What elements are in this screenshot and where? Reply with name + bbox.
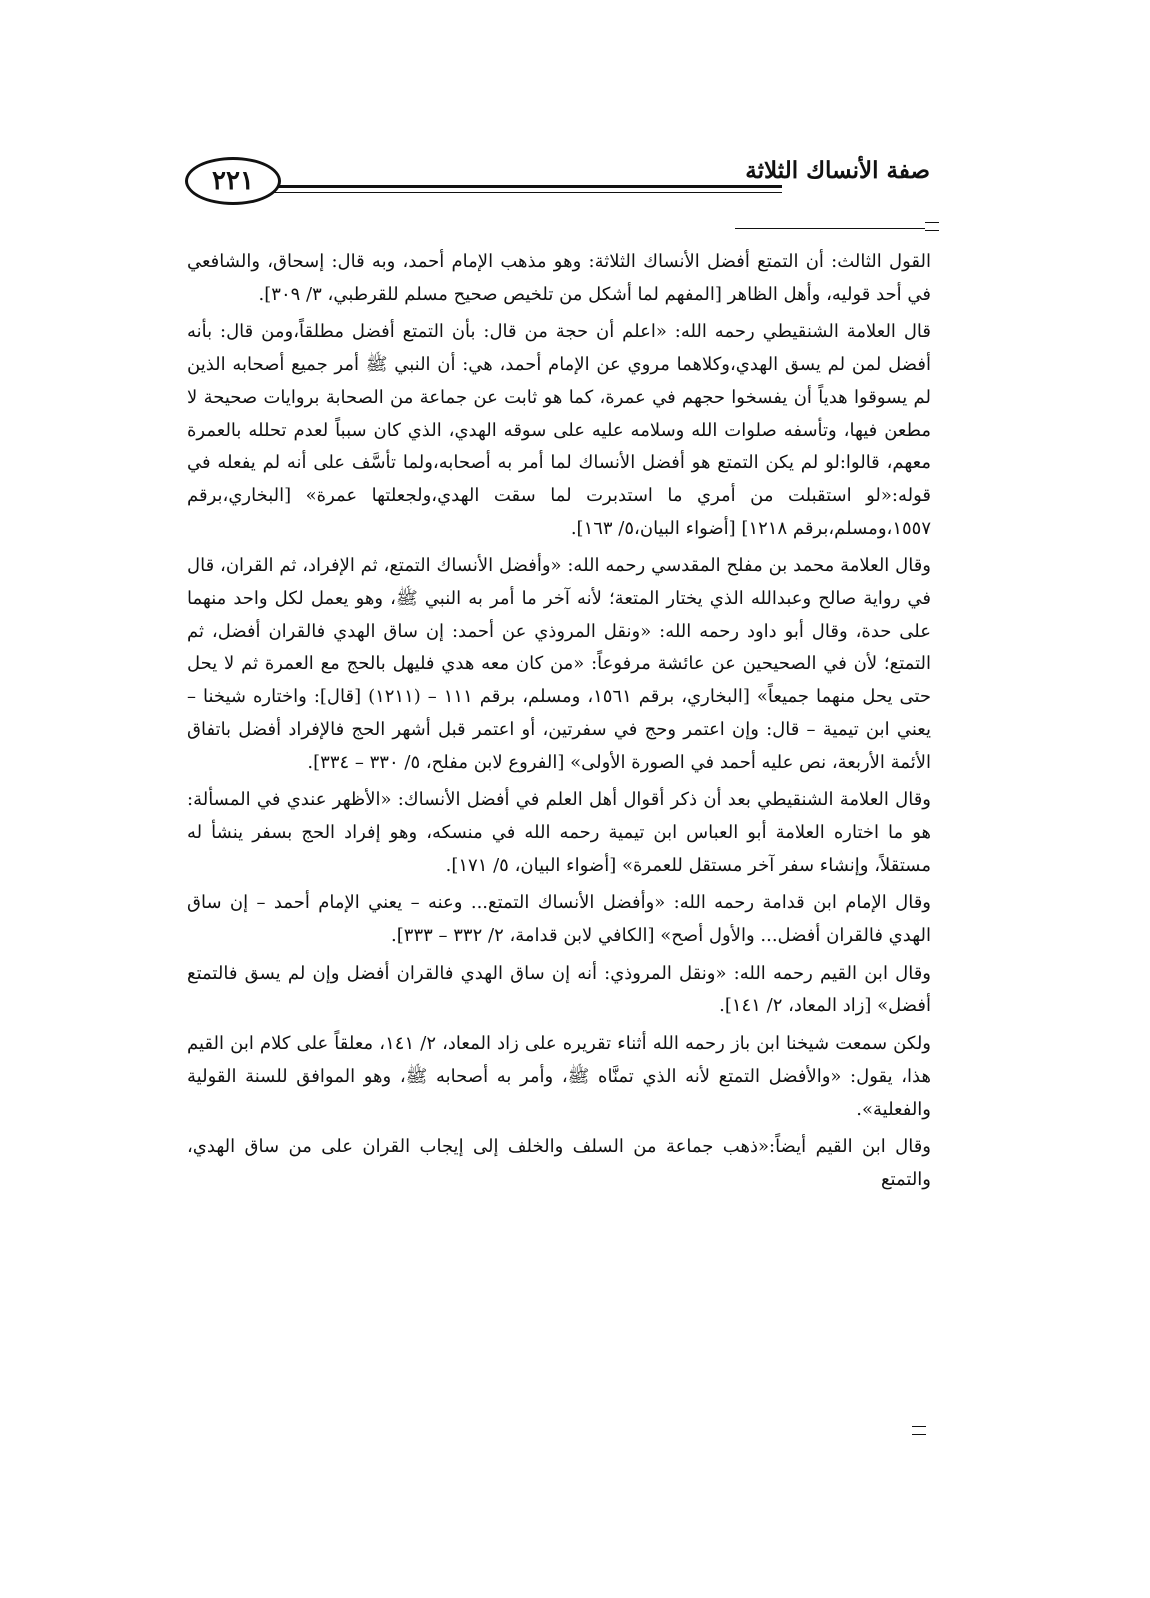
paragraph-ibn-qudamah-quote: وقال الإمام ابن قدامة رحمه الله: «وأفضل الأنساك التمتع... وعنه – يعني الإمام أحمد – إن ساق الهدي فالقران أفضل... والأول أصح» [الكافي لابن قدامة، ٢/ ٣٣٢ – ٣٣٣].: [187, 892, 931, 947]
running-title: صفة الأنساك الثلاثة: [745, 157, 930, 184]
continuation-mark-top: [925, 222, 939, 231]
paragraph-shinqiti-quote: قال العلامة الشنقيطي رحمه الله: «اعلم أن حجة من قال: بأن التمتع أفضل مطلقاً،ومن قال: بأنه أفضل لمن لم يسق الهدي،وكلاهما مروي عن الإمام أحمد، هي: أن النبي ﷺ أمر جميع أصحابه الذين لم يسوقوا هدياً أن يفسخوا حجهم في عمرة، كما هو ثابت عن جماعة من الصحابة بروايات صحيحة لا مطعن فيها، وتأسفه صلوات الله وسلامه عليه على سوقه الهدي، الذي كان سبباً لعدم تحلله بالعمرة معهم، قالوا:لو لم يكن التمتع هو أفضل الأنساك لما أمر به أصحابه،ولما تأسَّف على أنه لم يفعله في قوله:«لو استقبلت من أمري ما استدبرت لما سقت الهدي،ولجعلتها عمرة» [البخاري،برقم ١٥٥٧،ومسلم،برقم ١٢١٨] [أضواء البيان،٥/ ١٦٣].: [187, 321, 931, 539]
header-rule-thick: [247, 185, 782, 188]
paragraph-ibn-qayyim-quote: وقال ابن القيم رحمه الله: «ونقل المروذي: أنه إن ساق الهدي فالقران أفضل وإن لم يسق فالتمتع أفضل» [زاد المعاد، ٢/ ١٤١].: [187, 962, 931, 1017]
continuation-mark-bottom: [912, 1426, 926, 1435]
paragraph-ibn-qayyim-continued: وقال ابن القيم أيضاً:«ذهب جماعة من السلف والخلف إلى إيجاب القران على من ساق الهدي، والتمتع: [187, 1136, 931, 1190]
page-header: [185, 155, 930, 225]
paragraph-shinqiti-preference: وقال العلامة الشنقيطي بعد أن ذكر أقوال أهل العلم في أفضل الأنساك: «الأظهر عندي في المسألة: هو ما اختاره العلامة أبو العباس ابن تيمية رحمه الله في منسكه، وهو إفراد الحج بسفر ينشأ له مستقلاً، وإنشاء سفر آخر مستقل للعمرة» [أضواء البيان، ٥/ ١٧١].: [187, 789, 931, 876]
continuation-separator: [735, 228, 925, 229]
paragraph-ibn-muflih-quote: وقال العلامة محمد بن مفلح المقدسي رحمه الله: «وأفضل الأنساك التمتع، ثم الإفراد، ثم القران، قال في رواية صالح وعبدالله الذي يختار المتعة؛ لأنه آخر ما أمر به النبي ﷺ، وهو يعمل لكل واحد منهما على حدة، وقال أبو داود رحمه الله: «ونقل المروذي عن أحمد: إن ساق الهدي فالقران أفضل، ثم التمتع؛ لأن في الصحيحين عن عائشة مرفوعاً: «من كان معه هدي فليهل بالحج مع العمرة ثم لا يحل حتى يحل منهما جميعاً» [البخاري، برقم ١٥٦١، ومسلم، برقم ١١١ – (١٢١١) [قال]: واختاره شيخنا – يعني ابن تيمية – قال: وإن اعتمر وحج في سفرتين، أو اعتمر قبل أشهر الحج فالإفراد أفضل باتفاق الأئمة الأربعة، نص عليه أحمد في الصورة الأولى» [الفروع لابن مفلح، ٥/ ٣٣٠ – ٣٣٤].: [187, 555, 931, 773]
page-number: ٢٢١: [212, 166, 254, 196]
paragraph-ibn-baz-comment: ولكن سمعت شيخنا ابن باز رحمه الله أثناء تقريره على زاد المعاد، ٢/ ١٤١، معلقاً على كلام ابن القيم هذا، يقول: «والأفضل التمتع لأنه الذي تمنَّاه ﷺ، وأمر به أصحابه ﷺ، وهو الموافق للسنة القولية والفعلية».: [187, 1033, 931, 1120]
header-rule-thin: [247, 192, 782, 193]
paragraph-third-opinion: القول الثالث: أن التمتع أفضل الأنساك الثلاثة: وهو مذهب الإمام أحمد، وبه قال: إسحاق، والشافعي في أحد قوليه، وأهل الظاهر [المفهم لما أشكل من تلخيص صحيح مسلم للقرطبي، ٣/ ٣٠٩].: [187, 251, 931, 305]
page-number-badge: [185, 157, 281, 205]
page-body: [187, 246, 931, 1421]
